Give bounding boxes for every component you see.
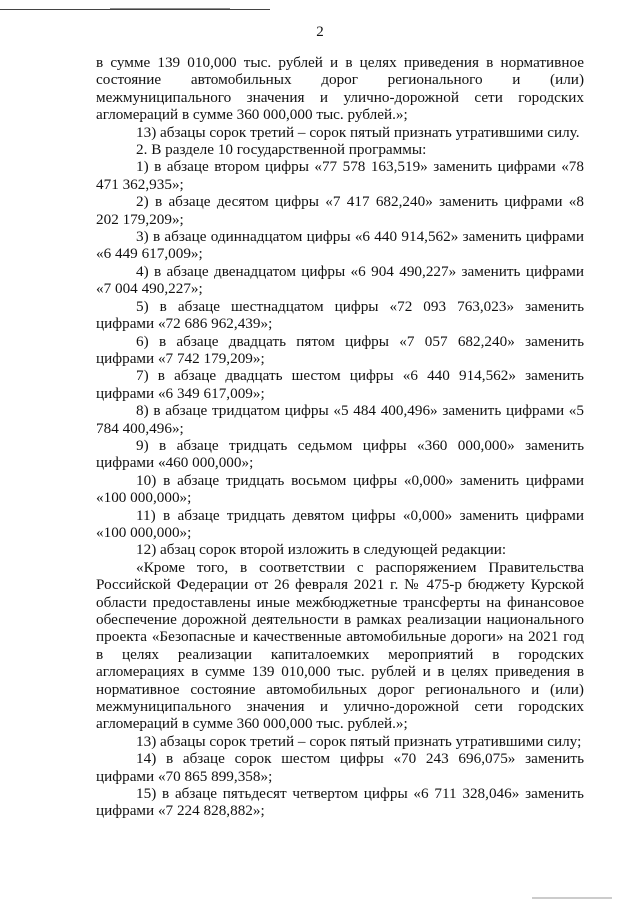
paragraph: 9) в абзаце тридцать седьмом цифры «360 000,000» заменить цифрами «460 000,000»;: [96, 436, 584, 472]
paragraph: 12) абзац сорок второй изложить в следующей редакции:: [136, 541, 507, 559]
paragraph: 13) абзацы сорок третий – сорок пятый признать утратившими силу;: [136, 732, 582, 750]
scan-artifact-line: [0, 9, 270, 10]
paragraph: 13) абзацы сорок третий – сорок пятый признать утратившими силу.: [136, 123, 580, 141]
paragraph: 6) в абзаце двадцать пятом цифры «7 057 682,240» заменить цифрами «7 742 179,209»;: [96, 332, 584, 367]
paragraph: 2. В разделе 10 государственной программы:: [136, 141, 427, 159]
paragraph: 7) в абзаце двадцать шестом цифры «6 440 914,562» заменить цифрами «6 349 617,009»;: [96, 367, 584, 402]
paragraph: 8) в абзаце тридцатом цифры «5 484 400,496» заменить цифрами «5 784 400,496»;: [96, 402, 584, 437]
scan-artifact-line: [110, 8, 230, 9]
paragraph: 10) в абзаце тридцать восьмом цифры «0,000» заменить цифрами «100 000,000»;: [96, 471, 584, 507]
scan-artifact-mark: [532, 897, 612, 899]
page-number: 2: [316, 24, 324, 40]
paragraph: 11) в абзаце тридцать девятом цифры «0,000» заменить цифрами «100 000,000»;: [96, 506, 584, 541]
paragraph: 14) в абзаце сорок шестом цифры «70 243 696,075» заменить цифрами «70 865 899,358»;: [96, 750, 584, 785]
paragraph: 3) в абзаце одиннадцатом цифры «6 440 914,562» заменить цифрами «6 449 617,009»;: [96, 228, 584, 263]
paragraph: «Кроме того, в соответствии с распоряжением Правительства Российской Федерации от 26 февраля 2021 г. № 475-р бюджету Курской области предоставлены иные межбюджетные трансферты на финансовое обеспечение дорожной деятельности в рамках реализации национального проекта «Безопасные и качественные автомобильные дороги» на 2021 год в целях реализации капиталоемких мероприятий в городских агломерациях в сумме 139 010,000 тыс. рублей и в целях приведения в нормативное состояние автомобильных дорог регионального и (или) межмуниципального значения и улично-дорожной сети городских агломераций в сумме 360 000,000 тыс. рублей.»;: [96, 558, 584, 733]
paragraph: 2) в абзаце десятом цифры «7 417 682,240» заменить цифрами «8 202 179,209»;: [96, 193, 584, 228]
paragraph: в сумме 139 010,000 тыс. рублей и в целях приведения в нормативное состояние автомобильных дорог регионального и (или) межмуниципального значения и улично-дорожной сети городских агломераций в сумме 360 000,000 тыс. рублей.»;: [96, 54, 584, 124]
document-body: [96, 54, 584, 820]
paragraph: 5) в абзаце шестнадцатом цифры «72 093 763,023» заменить цифрами «72 686 962,439»;: [96, 297, 584, 333]
paragraph: 4) в абзаце двенадцатом цифры «6 904 490,227» заменить цифрами «7 004 490,227»;: [96, 262, 584, 298]
paragraph: 15) в абзаце пятьдесят четвертом цифры «6 711 328,046» заменить цифрами «7 224 828,882»;: [96, 785, 584, 820]
paragraph: 1) в абзаце втором цифры «77 578 163,519» заменить цифрами «78 471 362,935»;: [96, 158, 584, 193]
